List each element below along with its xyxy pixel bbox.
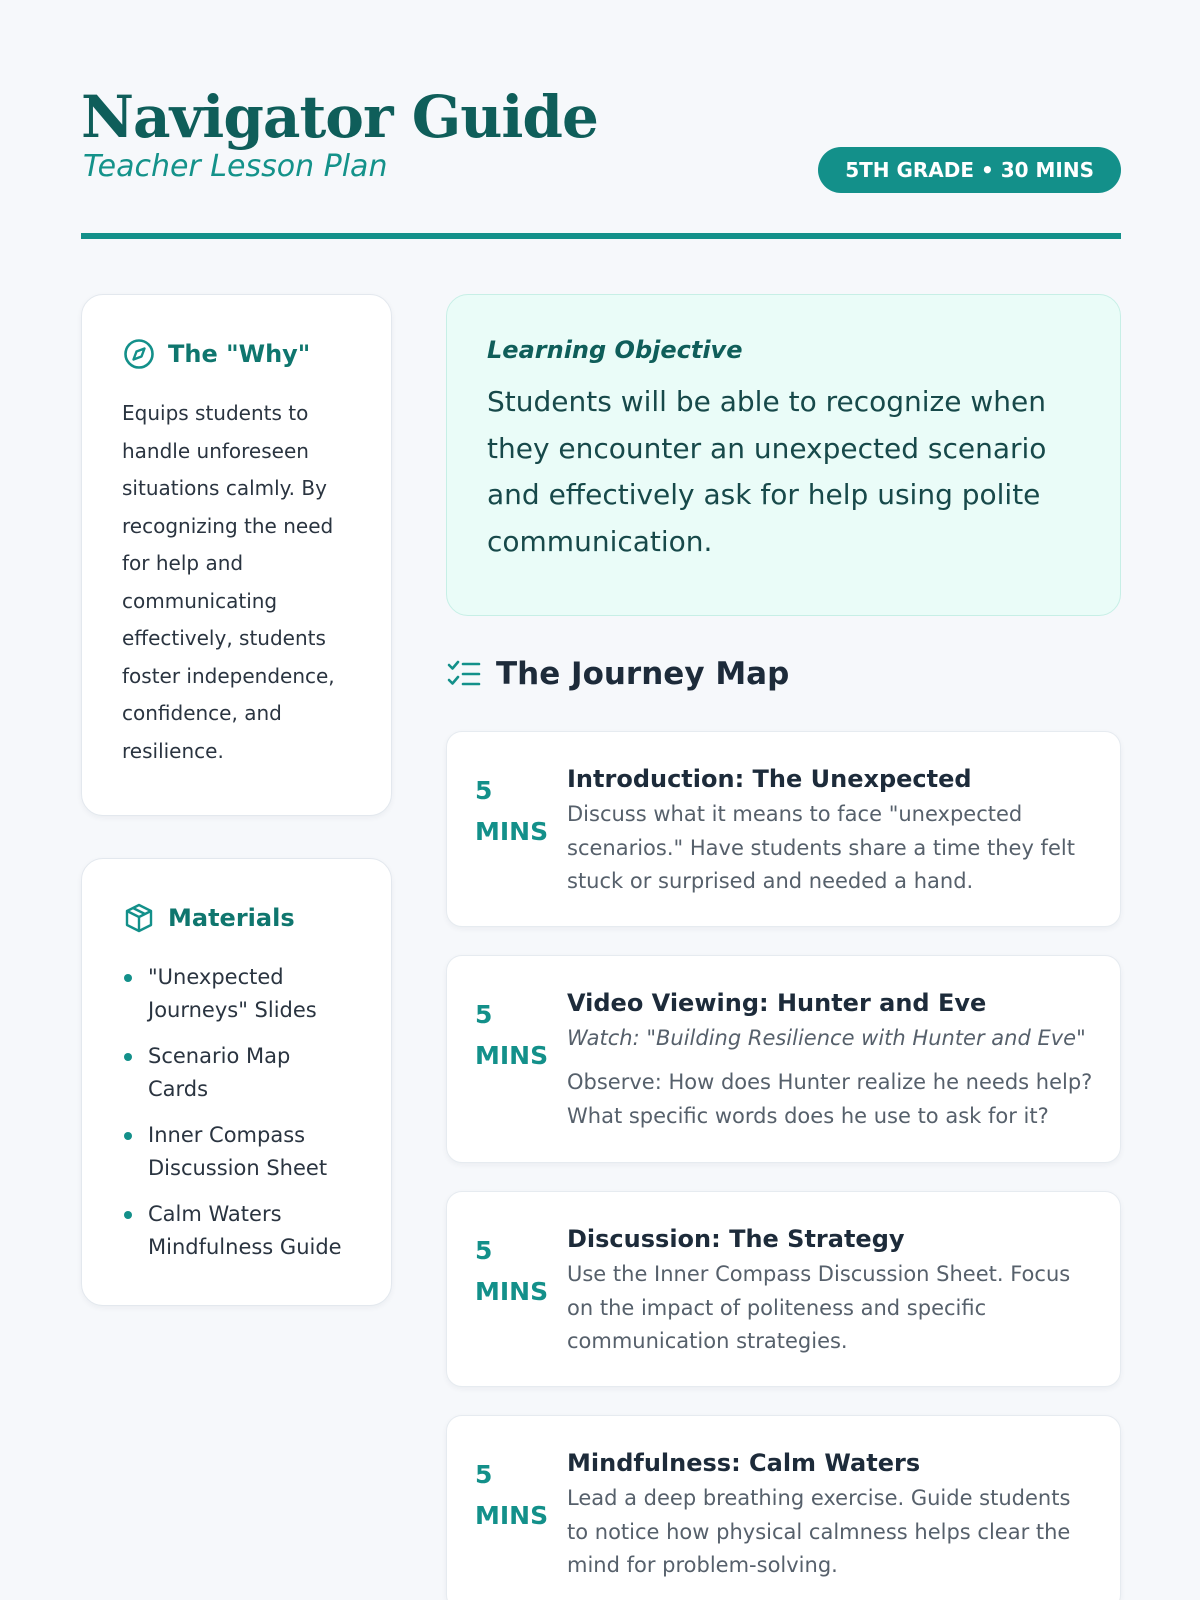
- step-content: [567, 1224, 1097, 1359]
- page-subtitle: Teacher Lesson Plan: [83, 149, 388, 184]
- step-content: [567, 764, 1097, 899]
- step-title: Mindfulness: Calm Waters: [567, 1449, 921, 1477]
- step-watch-note: Watch: "Building Resilience with Hunter and Eve": [567, 1026, 1086, 1050]
- list-item: [122, 1198, 351, 1264]
- header-divider: [81, 233, 1121, 239]
- materials-card: [81, 858, 392, 1306]
- material-label: Scenario Map Cards: [148, 1044, 291, 1101]
- step-duration: 5 MINS: [475, 776, 549, 846]
- step-description: Observe: How does Hunter realize he needs help? What specific words does he use to ask for it?: [567, 1070, 1093, 1128]
- journey-step: [446, 1191, 1121, 1387]
- material-label: Calm Waters Mindfulness Guide: [148, 1202, 342, 1259]
- checklist-icon: [446, 656, 482, 692]
- bullet-icon: [124, 1211, 132, 1219]
- step-duration: 5 MINS: [475, 1236, 549, 1306]
- list-item: [122, 1119, 351, 1185]
- page-title: Navigator Guide: [81, 83, 598, 151]
- why-title: The "Why": [168, 340, 311, 368]
- step-content: [567, 988, 1097, 1133]
- why-card-header: [122, 337, 351, 371]
- material-label: "Unexpected Journeys" Slides: [148, 965, 317, 1022]
- step-description: Discuss what it means to face "unexpected scenarios." Have students share a time they felt stuck or surprised and needed a hand.: [567, 802, 1075, 893]
- step-description: Lead a deep breathing exercise. Guide students to notice how physical calmness helps clear the mind for problem-solving.: [567, 1486, 1071, 1577]
- journey-step: [446, 955, 1121, 1163]
- bullet-icon: [124, 1053, 132, 1061]
- step-description: Use the Inner Compass Discussion Sheet. Focus on the impact of politeness and specific communication strategies.: [567, 1262, 1071, 1353]
- materials-list: [122, 961, 351, 1264]
- why-card: [81, 294, 392, 816]
- compass-icon: [122, 337, 156, 371]
- step-title: Introduction: The Unexpected: [567, 765, 972, 793]
- list-item: [122, 961, 351, 1027]
- grade-duration-badge: 5TH GRADE • 30 MINS: [818, 147, 1121, 193]
- objective-text: Students will be able to recognize when they encounter an unexpected scenario and effectively ask for help using polite communication.: [487, 385, 1047, 558]
- lesson-plan-page: [81, 0, 1121, 1600]
- step-title: Video Viewing: Hunter and Eve: [567, 989, 987, 1017]
- materials-card-header: [122, 901, 351, 935]
- journey-map-title: The Journey Map: [496, 656, 790, 692]
- bullet-icon: [124, 1132, 132, 1140]
- journey-step: [446, 1415, 1121, 1600]
- step-content: [567, 1448, 1097, 1583]
- journey-map-header: [446, 656, 789, 692]
- materials-title: Materials: [168, 904, 295, 932]
- step-duration: 5 MINS: [475, 1460, 549, 1530]
- bullet-icon: [124, 974, 132, 982]
- box-icon: [122, 901, 156, 935]
- list-item: [122, 1040, 351, 1106]
- header: [81, 82, 1121, 242]
- journey-step: [446, 731, 1121, 927]
- step-duration: 5 MINS: [475, 1000, 549, 1070]
- why-body: Equips students to handle unforeseen situations calmly. By recognizing the need for help and communicating effectively, students foster independence, confidence, and resilience.: [122, 401, 335, 763]
- step-title: Discussion: The Strategy: [567, 1225, 905, 1253]
- learning-objective-panel: [446, 294, 1121, 616]
- material-label: Inner Compass Discussion Sheet: [148, 1123, 328, 1180]
- objective-label: Learning Objective: [487, 336, 743, 364]
